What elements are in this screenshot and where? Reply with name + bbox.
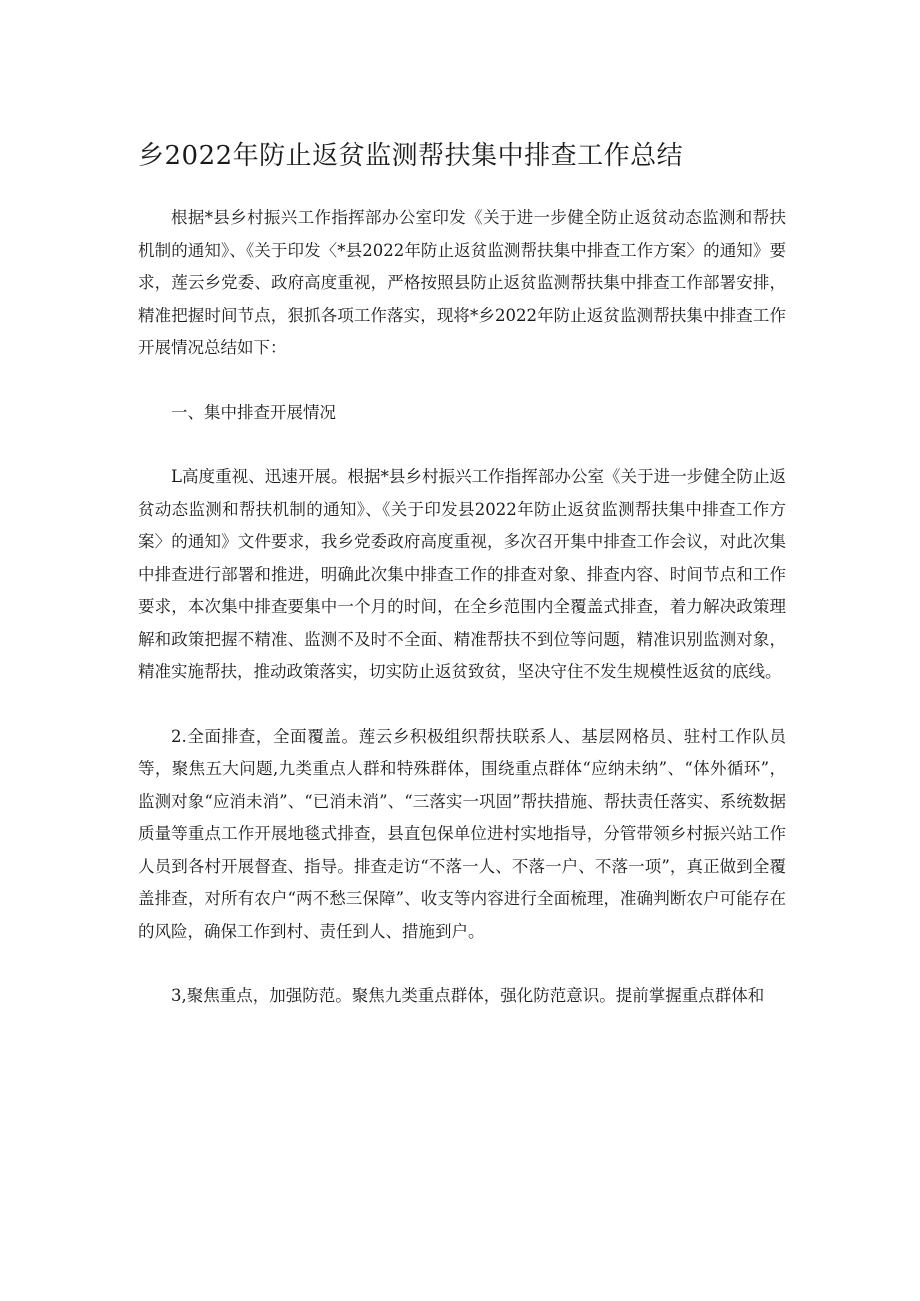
document-title: 乡2022年防止返贫监测帮扶集中排查工作总结 [138, 141, 684, 171]
item-2-paragraph: 2.全面排查，全面覆盖。莲云乡积极组织帮扶联系人、基层网格员、驻村工作队员等，聚焦五大问题,九类重点人群和特殊群体，围绕重点群体“应纳未纳”、“体外循环”，监测对象“应消未消”、“已消未消”、“三落实一巩固”帮扶措施、帮扶责任落实、系统数据质量等重点工作开展地毯式排查，县直包保单位进村实地指导，分管带领乡村振兴站工作人员到各村开展督查、指导。排查走访“不落一人、不落一户、不落一项”，真正做到全覆盖排查，对所有农户“两不愁三保障”、收支等内容进行全面梳理，准确判断农户可能存在的风险，确保工作到村、责任到人、措施到户。 [138, 726, 786, 941]
intro-paragraph: 根据*县乡村振兴工作指挥部办公室印发《关于进一步健全防止返贫动态监测和帮扶机制的通知》、《关于印发〈*县2022年防止返贫监测帮扶集中排查工作方案〉的通知》要求，莲云乡党委、政府高度重视，严格按照县防止返贫监测帮扶集中排查工作部署安排，精准把握时间节点，狠抓各项工作落实，现将*乡2022年防止返贫监测帮扶集中排查工作开展情况总结如下： [138, 208, 786, 357]
item-1-paragraph: L高度重视、迅速开展。根据*县乡村振兴工作指挥部办公室《关于进一步健全防止返贫动态监测和帮扶机制的通知》、《关于印发县2022年防止返贫监测帮扶集中排查工作方案〉的通知》文件要求，我乡党委政府高度重视，多次召开集中排查工作会议，对此次集中排查进行部署和推进，明确此次集中排查工作的排查对象、排查内容、时间节点和工作要求，本次集中排查要集中一个月的时间，在全乡范围内全覆盖式排查，着力解决政策理解和政策把握不精准、监测不及时不全面、精准帮扶不到位等问题，精准识别监测对象，精准实施帮扶，推动政策落实，切实防止返贫致贫，坚决守住不发生规模性返贫的底线。 [138, 467, 786, 681]
section-heading: 一、集中排查开展情况 [171, 402, 336, 422]
item-3-paragraph: 3,聚焦重点，加强防范。聚焦九类重点群体，强化防范意识。提前掌握重点群体和 [171, 986, 765, 1005]
document-body [138, 202, 786, 1045]
